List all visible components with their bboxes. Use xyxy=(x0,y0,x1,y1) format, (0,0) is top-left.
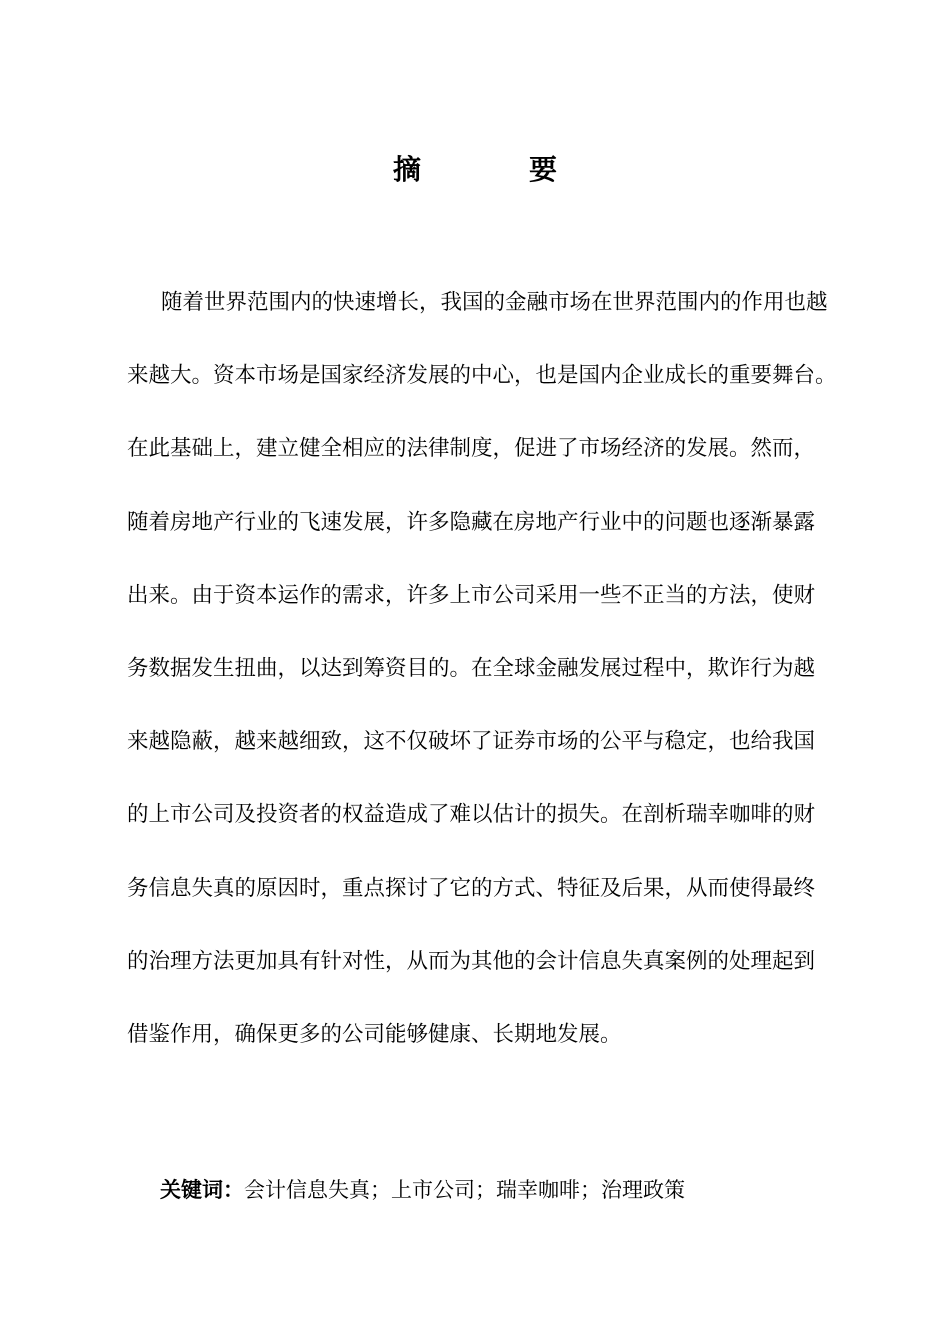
abstract-body xyxy=(127,285,867,1090)
abstract-line: 在此基础上，建立健全相应的法律制度，促进了市场经济的发展。然而， xyxy=(127,436,816,462)
abstract-line: 来越隐蔽，越来越细致，这不仅破坏了证券市场的公平与稳定，也给我国 xyxy=(127,729,816,755)
abstract-line: 出来。由于资本运作的需求，许多上市公司采用一些不正当的方法，使财 xyxy=(127,582,816,608)
abstract-line: 随着房地产行业的飞速发展，许多隐藏在房地产行业中的问题也逐渐暴露 xyxy=(127,509,816,535)
keywords-text: 会计信息失真；上市公司；瑞幸咖啡；治理政策 xyxy=(244,1178,685,1202)
abstract-line: 来越大。资本市场是国家经济发展的中心，也是国内企业成长的重要舞台。 xyxy=(127,363,837,389)
abstract-line: 的治理方法更加具有针对性，从而为其他的会计信息失真案例的处理起到 xyxy=(127,948,816,974)
abstract-line: 的上市公司及投资者的权益造成了难以估计的损失。在剖析瑞幸咖啡的财 xyxy=(127,802,816,828)
keywords xyxy=(160,1172,685,1208)
abstract-line: 借鉴作用，确保更多的公司能够健康、长期地发展。 xyxy=(127,1021,622,1047)
abstract-line: 务数据发生扭曲，以达到筹资目的。在全球金融发展过程中，欺诈行为越 xyxy=(127,655,816,681)
abstract-line: 随着世界范围内的快速增长，我国的金融市场在世界范围内的作用也越 xyxy=(161,290,828,315)
keywords-label: 关键词： xyxy=(160,1178,244,1202)
page-title: 摘 要 xyxy=(392,153,597,186)
abstract-line: 务信息失真的原因时，重点探讨了它的方式、特征及后果，从而使得最终 xyxy=(127,875,816,901)
